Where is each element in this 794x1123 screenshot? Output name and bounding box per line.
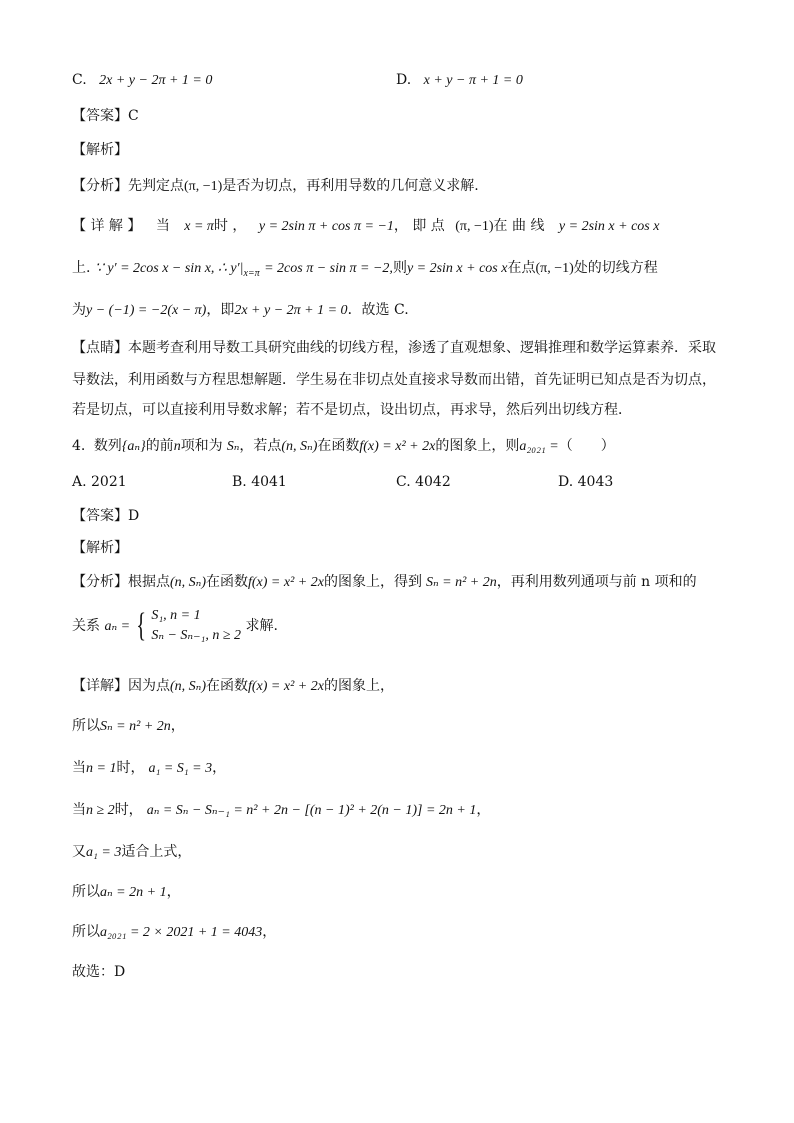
q3-line2-sub: x=π	[243, 267, 260, 279]
q4-step3-eq: aₙ = Sₙ − Sₙ₋₁ = n² + 2n − [(n − 1)² + 2(n − 1)] = 2n + 1	[146, 803, 477, 818]
q3-detail-point: (π, −1)	[455, 219, 494, 234]
q3-detail-text-d: 在 曲 线	[493, 218, 545, 234]
q4-step1-text-b: ，	[170, 718, 185, 734]
q3-option-d-expr: x + y − π + 1 = 0	[423, 73, 523, 88]
q4-stem-point: (n, Sₙ)	[281, 439, 318, 454]
q4-step2-text-b: 时，	[116, 760, 145, 776]
q4-detail-text-a: 【详解】因为点	[72, 678, 170, 694]
q4-step4	[72, 842, 191, 863]
q4-step1	[72, 716, 185, 737]
q4-fenxi	[72, 572, 697, 593]
q4-option-b: B. 4041	[232, 474, 287, 490]
q4-step6-eq: a₂₀₂₁ = 2 × 2021 + 1 = 4043	[100, 925, 263, 940]
q3-option-c-expr: 2x + y − 2π + 1 = 0	[99, 73, 213, 88]
q3-dianjing-line2: 导数法，利用函数与方程思想解题．学生易在非切点处直接求导数而出错，首先证明已知点是否为切点，	[72, 372, 716, 388]
q4-step3	[72, 800, 490, 821]
q3-line2-point: (π, −1)	[535, 261, 574, 276]
q4-conclusion: 故选：D	[72, 964, 126, 980]
q3-options-row	[72, 70, 212, 91]
q4-relation-text-b: 求解.	[245, 618, 278, 634]
q4-step6	[72, 922, 276, 943]
q3-detail-text-b: 时 ，	[213, 218, 247, 234]
q4-analysis-header: 【解析】	[72, 540, 128, 556]
q3-line2-text-b: 则	[392, 260, 407, 276]
q4-step4-text-b: 适合上式，	[121, 844, 192, 860]
q3-line3-text-c: ．故选 C.	[347, 302, 409, 318]
q4-option-d: D. 4043	[558, 474, 614, 490]
q4-stem-func: f(x) = x² + 2x	[359, 439, 436, 454]
q4-fenxi-sn: Sₙ = n² + 2n	[425, 575, 497, 590]
q3-line2-text-c: 在点	[507, 260, 536, 276]
q4-step2-text-a: 当	[72, 760, 86, 776]
q4-step3-cond: n ≥ 2	[86, 803, 115, 818]
q3-option-d-label: D.	[396, 72, 412, 88]
q4-stem-text-f: 的图象上，则	[435, 438, 520, 454]
q3-detail-line3	[72, 300, 409, 321]
q4-stem	[72, 436, 615, 457]
q3-line2-curve: y = 2sin x + cos x	[406, 261, 508, 276]
q4-step3-text-c: ，	[476, 802, 491, 818]
q4-detail-text-c: 的图象上，	[323, 678, 394, 694]
q3-dianjing-line1: 【点睛】本题考查利用导数工具研究曲线的切线方程，渗透了直观想象、逻辑推理和数学运算素养．采取	[72, 340, 716, 356]
q3-line3-text-a: 为	[72, 302, 86, 318]
q4-relation	[72, 606, 278, 647]
q3-fenxi-text-a: 先判定点	[128, 178, 184, 194]
q4-step2	[72, 758, 226, 779]
q4-stem-text-a: 数列	[93, 438, 122, 454]
q4-stem-text-e: 在函数	[317, 438, 360, 454]
q3-detail-text-c: ， 即 点	[393, 218, 445, 234]
q4-fenxi-text-c: 的图象上，得到	[323, 574, 422, 590]
q4-step5-text-a: 所以	[72, 884, 100, 900]
q4-relation-text-a: 关系	[72, 618, 100, 634]
q3-detail-text-a: 当	[155, 218, 170, 234]
q4-stem-target: a₂₀₂₁ =	[519, 439, 559, 454]
q4-stem-n: n	[173, 439, 181, 454]
q4-relation-cases	[151, 606, 241, 646]
q4-step4-text-a: 又	[72, 844, 86, 860]
q3-line3-eq: y − (−1) = −2(x − π)	[86, 303, 207, 318]
q3-fenxi-label: 【分析】	[72, 178, 128, 194]
q3-line2-deriv: ∵ y′ = 2cos x − sin x, ∴ y′|	[94, 261, 244, 276]
q4-step3-text-b: 时，	[114, 802, 143, 818]
q4-answer: 【答案】D	[72, 508, 140, 524]
q3-dianjing-line3: 若是切点，可以直接利用导数求解；若不是切点，设出切点，再求导，然后列出切线方程．	[72, 402, 632, 418]
q4-step2-cond: n = 1	[86, 761, 117, 776]
q3-line2-text-a: 上.	[72, 260, 91, 276]
q4-detail	[72, 676, 394, 697]
q4-step2-text-c: ，	[212, 760, 227, 776]
q4-fenxi-point: (n, Sₙ)	[170, 575, 206, 590]
q3-detail-line2	[72, 258, 658, 284]
q4-fenxi-text-d: ，再利用数列通项与前 n 项和的	[496, 574, 697, 590]
q3-detail-label: 【 详 解 】	[72, 218, 142, 234]
q3-option-c-label: C.	[72, 72, 87, 88]
q3-fenxi	[72, 176, 479, 197]
q4-option-c: C. 4042	[396, 474, 451, 490]
q4-step1-eq: Sₙ = n² + 2n	[100, 719, 171, 734]
q3-detail-val: y = 2sin π + cos π = −1	[258, 219, 394, 234]
q4-step5	[72, 882, 181, 903]
q4-relation-case1: S₁, n = 1	[151, 608, 201, 623]
q4-step6-text-b: ，	[262, 924, 277, 940]
q3-line3-eq2: 2x + y − 2π + 1 = 0	[234, 303, 348, 318]
q3-detail-curve: y = 2sin x + cos x	[558, 219, 660, 234]
q4-detail-text-b: 在函数	[206, 678, 248, 694]
q3-answer: 【答案】C	[72, 108, 139, 124]
q3-fenxi-text-b: 是否为切点，再利用导数的几何意义求解.	[222, 178, 479, 194]
q4-relation-an: aₙ =	[104, 619, 131, 634]
q3-line2-deriv2: = 2cos π − sin π = −2,	[264, 261, 393, 276]
q4-step4-eq: a₁ = 3	[86, 845, 122, 860]
q3-option-d	[396, 70, 523, 91]
q4-step5-text-b: ，	[166, 884, 181, 900]
q4-step2-eq: a₁ = S₁ = 3	[148, 761, 213, 776]
q3-line2-text-d: 处的切线方程	[573, 260, 658, 276]
q4-detail-point: (n, Sₙ)	[170, 679, 206, 694]
q4-stem-text-c: 项和为	[180, 438, 223, 454]
q4-step6-text-a: 所以	[72, 924, 100, 940]
q3-fenxi-point: (π, −1)	[184, 179, 223, 194]
q4-step5-eq: aₙ = 2n + 1	[100, 885, 167, 900]
q4-fenxi-func: f(x) = x² + 2x	[248, 575, 324, 590]
q4-detail-func: f(x) = x² + 2x	[248, 679, 324, 694]
q3-detail-x-eq: x = π	[184, 219, 214, 234]
q4-option-a: A. 2021	[72, 474, 127, 490]
q3-detail-line1	[72, 216, 659, 237]
q4-step3-text-a: 当	[72, 802, 86, 818]
q3-analysis-header: 【解析】	[72, 142, 128, 158]
q4-number: 4.	[72, 438, 86, 454]
q4-fenxi-text-a: 【分析】根据点	[72, 574, 170, 590]
q4-stem-text-d: ，若点	[239, 438, 282, 454]
q4-stem-sn: Sₙ	[226, 439, 240, 454]
q4-stem-seq: {aₙ}	[121, 439, 146, 454]
left-brace-icon: {	[135, 607, 146, 644]
q4-fenxi-text-b: 在函数	[206, 574, 248, 590]
q4-step1-text-a: 所以	[72, 718, 100, 734]
q4-relation-case2: Sₙ − Sₙ₋₁, n ≥ 2	[151, 628, 242, 643]
q4-stem-text-g: （ ）	[558, 438, 615, 454]
q4-stem-text-b: 的前	[145, 438, 174, 454]
q3-line3-text-b: ，即	[206, 302, 235, 318]
